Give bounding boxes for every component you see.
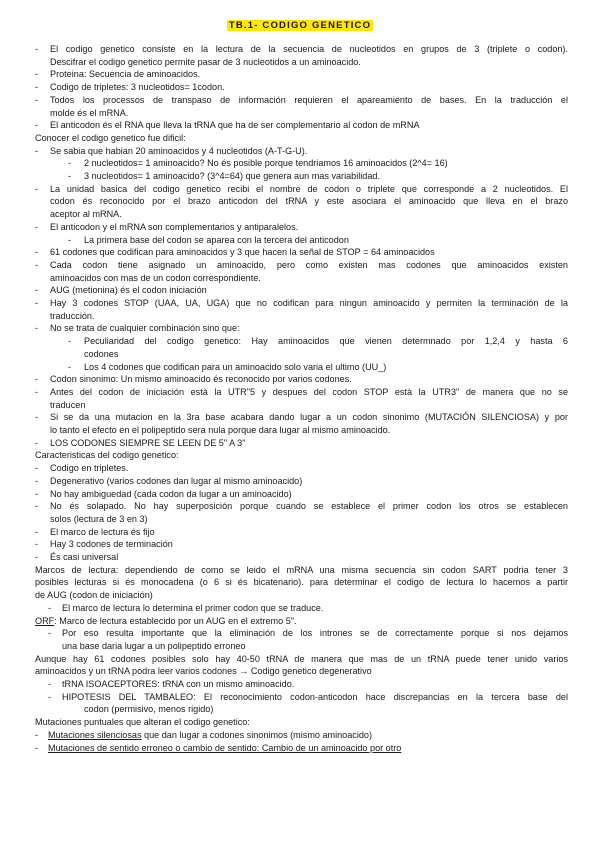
text-line [48,742,401,754]
text-line [50,500,568,512]
line-text: AUG (metionina) és el codon iniciación [50,285,207,296]
document-title: TB.1- CODIGO GENETICO [228,20,372,31]
line-text: aceptor al mRNA. [50,209,122,220]
line-text: codon (permisivo, menos rigido) [84,704,214,715]
text-line [50,411,568,423]
bullet-dash: - [35,94,39,105]
line-text: Todos los processos de transpaso de información requieren el apareamiento de bases. En la traducción el [50,94,568,105]
text-line [50,272,261,284]
line-text: codones [84,348,119,359]
text-line [50,488,292,500]
text-line [62,691,568,703]
line-text: codon és reconocido por el brazo anticodon del tRNA y este asociara el aminoacido que lleva en el brazo [50,196,568,207]
bullet-dash: - [35,259,39,270]
text-line [35,132,186,144]
text-line [35,564,568,576]
line-text: tRNA ISOACEPTORES: tRNA con un mismo aminoacido. [62,679,295,689]
bullet-dash: - [68,361,72,372]
bullet-dash: - [35,475,39,486]
text-line [84,361,386,373]
line-text: Marcos de lectura: dependiendo de como se leido el mRNA una misma secuencia sin codon SART podria tener 3 [35,564,568,575]
text-line [35,716,250,728]
line-text: Cada codon tiene asignado un aminoacido, pero como existen mas codones que aminoacidos existen [50,259,568,270]
line-text: HIPOTESIS DEL TAMBALEO: El reconocimiento codon-anticodon hace discrepancias en la tercera base del [62,691,568,702]
line-text: aminoacidos y un tRNA podra leer varios codones → Codigo genetico degenerativo [35,666,372,677]
line-text: LOS CODONES SIEMPRE SE LEEN DE 5" A 3" [50,437,246,448]
bullet-dash: - [48,628,52,639]
text-line [50,437,245,449]
text-line [50,56,361,68]
line-text: Degenerativo (varios codones dan lugar al mismo aminoacido) [50,475,303,486]
text-line [50,386,568,398]
text-line [84,703,213,715]
text-line [50,399,85,411]
line-text: Si se da una mutacion en la 3ra base acabara dando lugar a un codon sinonimo (MUTACIÓN SILENCIOSA) y por [50,412,568,423]
bullet-dash: - [35,501,39,512]
line-text: El anticodon és el RNA que lleva la tRNA que ha de ser complementario al codon de mRNA [50,120,420,131]
underlined-term: ORF [35,615,55,626]
bullet-dash: - [35,742,39,753]
text-line [62,627,568,639]
text-line [62,640,246,652]
line-text: 2 nucleotidos= 1 aminoacido? No és posible porque tendriamos 16 aminoacidos (2^4= 16) [84,158,448,169]
text-line [50,322,240,334]
text-line [50,68,200,80]
text-line [50,475,302,487]
text-line [84,234,349,246]
line-text: No és solapado. No hay superposición porque cuando se establece el primer codon los otros se establecen [50,501,568,512]
text-line [50,119,420,131]
text-line [62,602,323,614]
line-text: La unidad basica del codigo genetico recibi el nombre de codon o triplete que corresponde a 2 nucleotidos. El [50,183,568,194]
bullet-dash: - [35,183,39,194]
text-line [48,729,372,741]
text-line [84,170,380,182]
bullet-dash: - [68,171,72,181]
line-text: Hay 3 codones STOP (UAA, UA, UGA) que no codifican para ningun aminoacido y permiten la terminación de la [50,298,568,308]
text-line [35,449,179,461]
bullet-dash: - [35,247,39,258]
line-text: traducción. [50,310,95,321]
line-text: posibles lecturas si és monocadena (o 6 si és bicatenario). para determinar el codigo de lectura lo hacemos a partir [35,577,568,588]
bullet-dash: - [68,158,72,169]
line-text: 3 nucleotidos= 1 aminoacido? (3^4=64) que genera aun mas variabilidad. [84,171,380,181]
bullet-dash: - [35,285,39,296]
text-line [50,513,148,525]
text-line [50,221,298,233]
text-line [50,424,390,436]
line-text: Codigo en tripletes. [50,463,129,474]
line-text: Antes del codon de iniciación està la UTR"5 y despues del codon STOP està la UTR3" de manera que no se [50,386,568,397]
text-line [50,259,568,271]
line-text: No se trata de cualquier combinación sino que: [50,323,240,334]
underlined-term: Mutaciones silenciosas [48,729,142,740]
text-line [50,310,94,322]
bullet-dash: - [35,44,39,54]
text-line [50,462,128,474]
line-text: Proteina: Secuencia de aminoacidos. [50,69,201,80]
line-text: una base daria lugar a un polipeptido erroneo [62,640,246,651]
line-text: Descifrar el codigo genetico permite pasar de 3 nucleotidos a un aminoacido. [50,56,361,67]
text-line [84,157,448,169]
bullet-dash: - [35,539,39,550]
bullet-dash: - [35,526,39,537]
text-line [50,145,307,157]
bullet-dash: - [35,374,39,385]
line-text: Codigo de tripletes: 3 nucleotidos= 1codon. [50,82,225,93]
bullet-dash: - [35,552,39,562]
text-line [35,653,568,665]
text-line [50,538,173,550]
line-text: Peculiaridad del codigo genetico: Hay aminoacidos que vienen determnado por 1,2,4 y hasta 6 [84,336,568,347]
text-line [35,589,153,601]
line-text: El marco de lectura és fijo [50,526,155,537]
line-text: Caracteristicas del codigo genetico: [35,450,179,461]
line-text: solos (lectura de 3 en 3) [50,513,148,524]
line-text: És casi universal [50,552,119,562]
text-line [50,195,568,207]
line-text: traducen [50,399,86,410]
text-line [50,94,568,106]
text-line [35,576,568,588]
line-text: Por eso resulta importante que la eliminación de los intrones se de correctamente porque si nos dejamos [62,628,568,639]
bullet-dash: - [68,234,72,245]
line-text: El marco de lectura lo determina el primer codon que se traduce. [62,602,324,613]
line-text: Mutaciones de sentido erroneo o cambio de sentido: Cambio de un aminoacido por otro [48,742,402,753]
line-text: molde és el mRNA. [50,107,129,118]
line-text: Mutaciones puntuales que alteran el codigo genetico: [35,717,250,728]
line-text: lo tanto el efecto en el polipeptido sera nula porque dara lugar al mismo aminoacido. [50,425,391,435]
line-text: que dan lugar a codones sinonimos (mismo aminoacido) [141,729,373,740]
line-text: El anticodon y el mRNA son complementarios y antiparalelos. [50,221,299,232]
text-line [50,526,155,538]
bullet-dash: - [35,412,39,423]
bullet-dash: - [68,336,72,347]
line-text: aminoacidos con mas de un codon correspondiente. [50,272,261,283]
text-line [84,335,568,347]
line-text: Codon sinonimo: Un mismo aminoacido és reconocido por varios codones. [50,374,352,385]
text-line [50,246,435,258]
line-text: No hay ambiguedad (cada codon da lugar a un aminoacido) [50,488,292,499]
bullet-dash: - [35,729,39,740]
bullet-dash: - [48,679,52,689]
bullet-dash: - [35,145,39,156]
text-line [50,297,568,309]
bullet-dash: - [35,69,39,80]
bullet-dash: - [48,691,52,702]
line-text: : Marco de lectura establecido por un AUG en el extremo 5". [54,615,297,626]
text-line [84,348,118,360]
text-line [50,43,568,55]
bullet-dash: - [35,221,39,232]
text-line [35,665,372,677]
text-line [50,373,352,385]
line-text: La primera base del codon se aparea con la tercera del anticodon [84,234,349,245]
line-text: de AUG (codon de iniciación) [35,590,153,601]
bullet-dash: - [35,386,39,397]
bullet-dash: - [35,298,39,308]
bullet-dash: - [35,488,39,499]
bullet-dash: - [35,323,39,334]
bullet-dash: - [35,82,39,93]
line-text: Hay 3 codones de terminación [50,539,173,550]
text-line [35,615,297,627]
text-line [50,284,207,296]
line-text: El codigo genetico consiste en la lectura de la secuencia de nucleotidos en grupos de 3 (triplete o codon). [50,44,568,54]
line-text: Aunque hay 61 codones posibles solo hay 40-50 tRNA de manera que mas de un tRNA puede tener unido varios [35,653,568,664]
bullet-dash: - [35,120,39,131]
text-line [50,183,568,195]
bullet-dash: - [48,602,52,613]
text-line [50,81,225,93]
line-text: 61 codones que codifican para aminoacidos y 3 que hacen la señal de STOP = 64 aminoacidos [50,247,435,258]
bullet-dash: - [35,437,39,448]
text-line [62,678,294,690]
bullet-dash: - [35,463,39,474]
text-line [50,208,122,220]
line-text: Los 4 codones que codifican para un aminoacido solo varia el ultimo (UU_) [84,361,387,372]
text-line [50,107,128,119]
line-text: Se sabia que habian 20 aminoacidos y 4 nucleotidos (A-T-G-U). [50,145,308,156]
text-line [50,551,118,563]
line-text: Conocer el codigo genetico fue dificil: [35,132,186,143]
